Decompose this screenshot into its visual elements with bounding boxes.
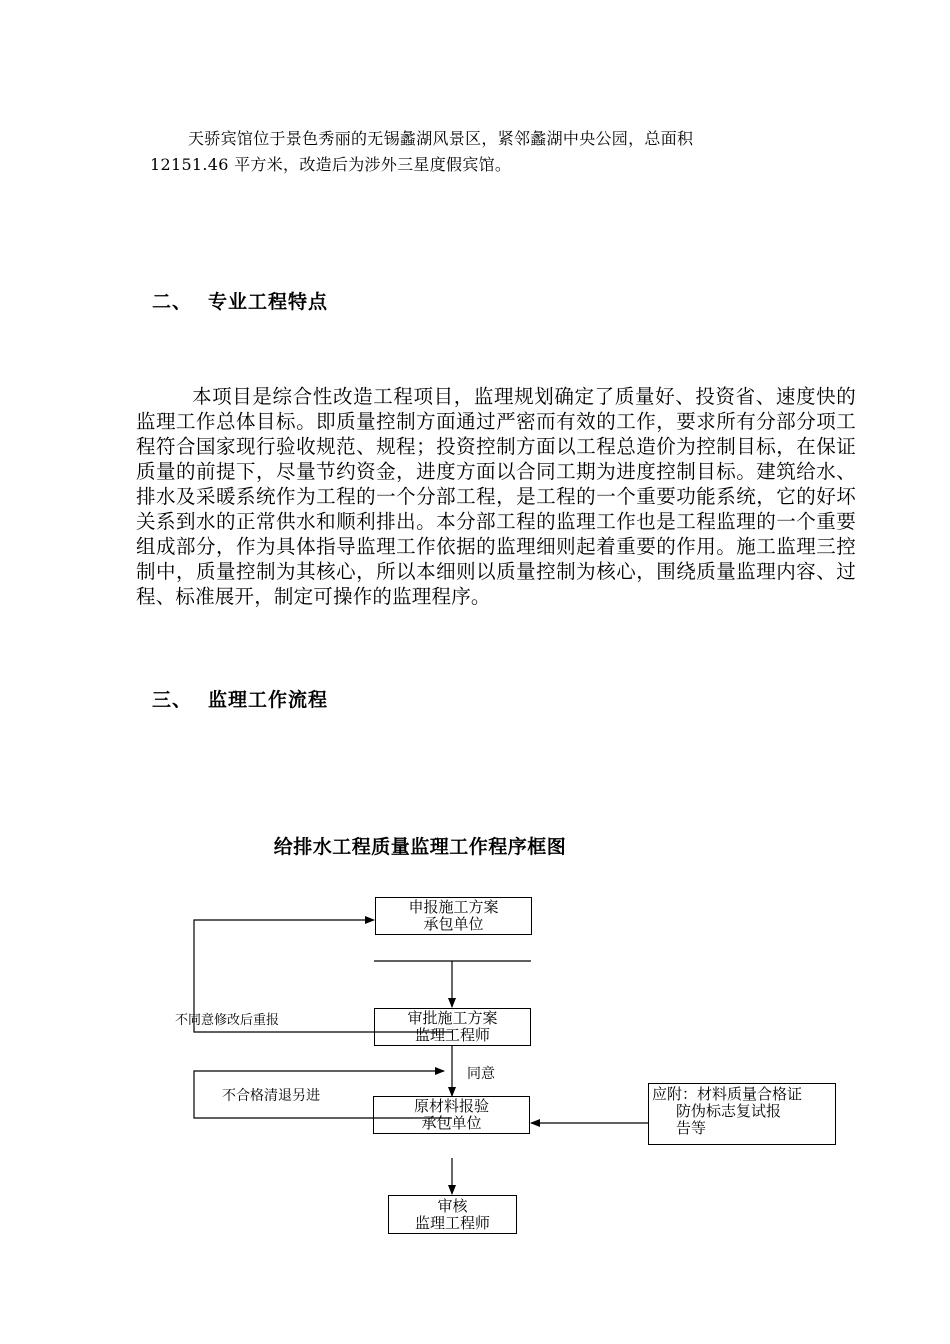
box4-line2: 监理工程师 [414, 1214, 490, 1232]
reject-material-label: 不合格清退另进 [222, 1088, 320, 1104]
intro-text [150, 126, 850, 178]
intro-line-1: 天骄宾馆位于景色秀丽的无锡蠡湖风景区，紧邻蠡湖中央公园，总面积 [188, 129, 694, 148]
box2-line1: 审批施工方案 [407, 1009, 498, 1027]
note-line1: 应附：材料质量合格证 [652, 1085, 803, 1103]
intro-line-2: 12151.46 平方米，改造后为涉外三星度假宾馆。 [150, 155, 512, 174]
box4-line1: 审核 [437, 1197, 468, 1215]
reject-plan-label: 不同意修改后重报 [175, 1013, 280, 1028]
approve-construction-plan-box [374, 1008, 531, 1046]
section-2-title: 专业工程特点 [208, 291, 329, 313]
section-3-number: 三、 [152, 689, 193, 711]
section-3-title: 监理工作流程 [208, 689, 329, 711]
review-box [388, 1195, 517, 1234]
box3-line2: 承包单位 [421, 1114, 482, 1132]
box2-line2: 监理工程师 [414, 1026, 490, 1044]
flowchart-title-text: 给排水工程质量监理工作程序框图 [273, 836, 567, 858]
body-paragraph: 本项目是综合性改造工程项目，监理规划确定了质量好、投资省、速度快的监理工作总体目标。即质量控制方面通过严密而有效的工作，要求所有分部分项工程符合国家现行验收规范、规程；投资控制方面以工程总造价为控制目标，在保证质量的前提下，尽量节约资金，进度方面以合同工期为进度控制目标。建筑给水、排水及采暖系统作为工程的一个分部工程，是工程的一个重要功能系统，它的好坏关系到水的正常供水和顺利排出。本分部工程的监理工作也是工程监理的一个重要组成部分，作为具体指导监理工作依据的监理细则起着重要的作用。施工监理三控制中，质量控制为其核心，所以本细则以质量控制为核心，围绕质量监理内容、过程、标准展开，制定可操作的监理程序。 [136, 385, 856, 608]
attachment-note-box [648, 1083, 836, 1145]
section-2-heading [152, 287, 328, 314]
box1-line1: 申报施工方案 [408, 898, 499, 916]
box1-line2: 承包单位 [423, 915, 484, 933]
note-line3: 告等 [676, 1119, 707, 1137]
section-2-number: 二、 [152, 291, 193, 313]
raw-material-inspection-box [373, 1096, 530, 1134]
submit-construction-plan-box [375, 897, 532, 935]
agree-label: 同意 [467, 1066, 495, 1082]
section-3-heading [152, 685, 328, 712]
flowchart-title [0, 832, 950, 859]
note-line2: 防伪标志复试报 [676, 1102, 782, 1120]
box3-line1: 原材料报验 [413, 1097, 489, 1115]
